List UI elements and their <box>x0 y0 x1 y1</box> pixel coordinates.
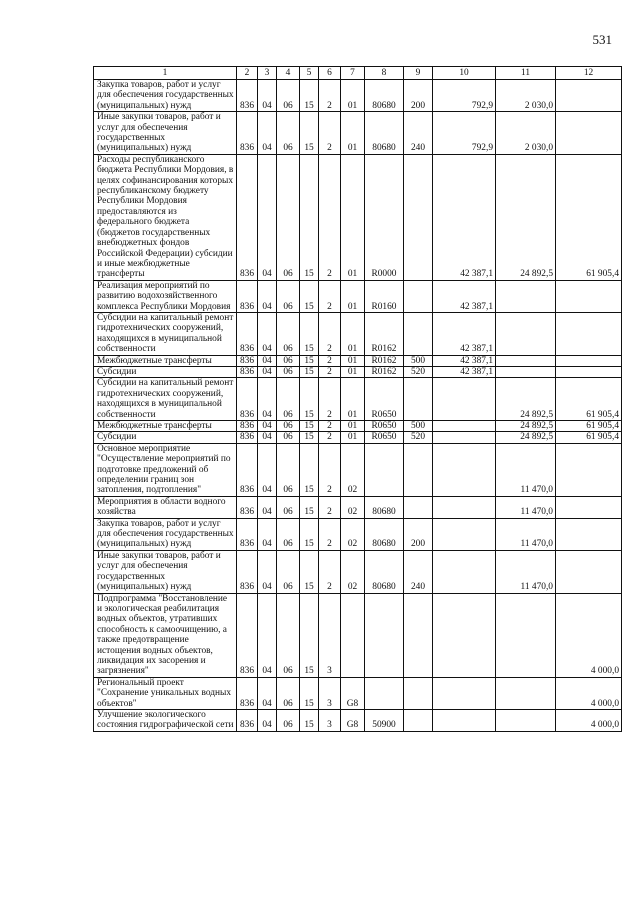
row-value-cell: 836 <box>237 496 258 518</box>
row-value-cell <box>496 280 556 312</box>
table-row <box>94 280 622 312</box>
row-value-cell: 3 <box>319 593 341 677</box>
row-value-cell <box>433 378 496 421</box>
row-value-cell: 02 <box>341 518 365 550</box>
row-value-cell: 2 <box>319 518 341 550</box>
row-value-cell: 15 <box>300 80 319 112</box>
row-value-cell: 06 <box>277 432 300 443</box>
row-value-cell: 15 <box>300 421 319 432</box>
row-value-cell: 42 387,1 <box>433 312 496 355</box>
table-row <box>94 593 622 677</box>
row-value-cell: 06 <box>277 677 300 709</box>
row-value-cell <box>496 355 556 366</box>
row-value-cell: 01 <box>341 421 365 432</box>
row-value-cell <box>404 312 433 355</box>
row-value-cell <box>365 443 404 496</box>
row-value-cell: 04 <box>258 112 277 155</box>
row-value-cell: 520 <box>404 432 433 443</box>
row-value-cell: 836 <box>237 378 258 421</box>
row-value-cell: 520 <box>404 366 433 377</box>
row-value-cell: 06 <box>277 366 300 377</box>
row-value-cell: 01 <box>341 154 365 280</box>
row-value-cell: 02 <box>341 550 365 593</box>
row-value-cell: 04 <box>258 312 277 355</box>
row-value-cell <box>556 80 622 112</box>
row-value-cell: 15 <box>300 677 319 709</box>
row-value-cell <box>496 677 556 709</box>
row-value-cell: 04 <box>258 709 277 731</box>
table-row <box>94 378 622 421</box>
row-value-cell <box>341 593 365 677</box>
row-value-cell: 24 892,5 <box>496 432 556 443</box>
row-value-cell: 3 <box>319 677 341 709</box>
row-value-cell: 15 <box>300 496 319 518</box>
row-value-cell: 2 <box>319 355 341 366</box>
row-value-cell: 01 <box>341 432 365 443</box>
row-value-cell: 15 <box>300 709 319 731</box>
row-value-cell: 2 <box>319 154 341 280</box>
row-value-cell: 15 <box>300 312 319 355</box>
row-value-cell <box>556 312 622 355</box>
row-value-cell: 792,9 <box>433 112 496 155</box>
row-name-cell: Закупка товаров, работ и услуг для обеспечения государственных (муниципальных) нужд <box>94 518 237 550</box>
row-value-cell: 80680 <box>365 80 404 112</box>
row-value-cell <box>433 518 496 550</box>
row-value-cell <box>433 421 496 432</box>
row-name-cell: Субсидии <box>94 432 237 443</box>
col-header: 3 <box>258 67 277 80</box>
row-value-cell: 61 905,4 <box>556 154 622 280</box>
row-value-cell: 06 <box>277 593 300 677</box>
row-value-cell: 04 <box>258 677 277 709</box>
row-value-cell: 200 <box>404 80 433 112</box>
row-value-cell: R0650 <box>365 421 404 432</box>
row-value-cell <box>556 550 622 593</box>
row-name-cell: Субсидии на капитальный ремонт гидротехнических сооружений, находящихся в муниципальной собственности <box>94 312 237 355</box>
row-value-cell: 80680 <box>365 518 404 550</box>
row-value-cell: 15 <box>300 366 319 377</box>
table-row <box>94 355 622 366</box>
row-value-cell: 2 030,0 <box>496 112 556 155</box>
row-value-cell: R0160 <box>365 280 404 312</box>
row-value-cell: 836 <box>237 593 258 677</box>
row-value-cell: 61 905,4 <box>556 378 622 421</box>
row-value-cell: 06 <box>277 421 300 432</box>
row-value-cell <box>433 677 496 709</box>
table-row <box>94 496 622 518</box>
row-name-cell: Межбюджетные трансферты <box>94 421 237 432</box>
table-row <box>94 154 622 280</box>
row-value-cell: G8 <box>341 709 365 731</box>
row-value-cell: 42 387,1 <box>433 154 496 280</box>
row-value-cell <box>404 593 433 677</box>
col-header: 6 <box>319 67 341 80</box>
table-row <box>94 518 622 550</box>
row-value-cell <box>556 355 622 366</box>
row-name-cell: Расходы республиканского бюджета Республики Мордовия, в целях софинансирования которых республиканскому бюджету Республики Мордовия предоставляются из федерального бюджета (бюджетов государственных внебюджетных фондов Российской Федерации) субсидии и иные межбюджетные трансферты <box>94 154 237 280</box>
row-value-cell: 01 <box>341 280 365 312</box>
row-value-cell: 2 <box>319 421 341 432</box>
row-value-cell: R0162 <box>365 366 404 377</box>
row-value-cell <box>496 593 556 677</box>
row-value-cell: 02 <box>341 443 365 496</box>
header-row <box>94 67 622 80</box>
row-value-cell: 792,9 <box>433 80 496 112</box>
row-value-cell: 836 <box>237 280 258 312</box>
row-name-cell: Иные закупки товаров, работ и услуг для обеспечения государственных (муниципальных) нужд <box>94 112 237 155</box>
row-value-cell: 2 <box>319 80 341 112</box>
row-name-cell: Реализация мероприятий по развитию водохозяйственного комплекса Республики Мордовия <box>94 280 237 312</box>
row-value-cell: 836 <box>237 366 258 377</box>
row-value-cell <box>404 709 433 731</box>
row-value-cell: 04 <box>258 593 277 677</box>
table-row <box>94 421 622 432</box>
row-value-cell: 11 470,0 <box>496 443 556 496</box>
row-value-cell: 836 <box>237 432 258 443</box>
row-value-cell: 61 905,4 <box>556 432 622 443</box>
row-value-cell <box>404 496 433 518</box>
row-value-cell: 06 <box>277 280 300 312</box>
row-value-cell: 836 <box>237 709 258 731</box>
row-value-cell: 42 387,1 <box>433 366 496 377</box>
row-value-cell: 06 <box>277 443 300 496</box>
row-value-cell: 06 <box>277 154 300 280</box>
row-name-cell: Субсидии на капитальный ремонт гидротехнических сооружений, находящихся в муниципальной собственности <box>94 378 237 421</box>
table-row <box>94 366 622 377</box>
row-value-cell: 80680 <box>365 550 404 593</box>
row-value-cell: 04 <box>258 154 277 280</box>
row-value-cell: 2 <box>319 378 341 421</box>
row-value-cell: 2 <box>319 443 341 496</box>
row-value-cell: 80680 <box>365 112 404 155</box>
row-value-cell: 836 <box>237 421 258 432</box>
col-header: 8 <box>365 67 404 80</box>
col-header: 12 <box>556 67 622 80</box>
row-value-cell: 06 <box>277 378 300 421</box>
row-value-cell: 01 <box>341 366 365 377</box>
row-value-cell: 06 <box>277 496 300 518</box>
row-value-cell <box>556 280 622 312</box>
col-header: 4 <box>277 67 300 80</box>
row-value-cell: R0650 <box>365 432 404 443</box>
row-value-cell: 15 <box>300 112 319 155</box>
row-value-cell <box>404 154 433 280</box>
row-value-cell: 2 <box>319 496 341 518</box>
row-value-cell: G8 <box>341 677 365 709</box>
row-value-cell <box>433 432 496 443</box>
row-value-cell: 15 <box>300 550 319 593</box>
row-value-cell: 15 <box>300 280 319 312</box>
table-row <box>94 443 622 496</box>
row-value-cell: 836 <box>237 355 258 366</box>
row-value-cell: 240 <box>404 112 433 155</box>
row-value-cell: 15 <box>300 593 319 677</box>
row-value-cell <box>404 443 433 496</box>
row-value-cell: 2 <box>319 280 341 312</box>
row-value-cell: 01 <box>341 378 365 421</box>
row-value-cell: 500 <box>404 421 433 432</box>
row-value-cell: 2 <box>319 432 341 443</box>
row-value-cell: 01 <box>341 80 365 112</box>
row-value-cell: R0162 <box>365 355 404 366</box>
row-value-cell: 24 892,5 <box>496 421 556 432</box>
table-row <box>94 677 622 709</box>
row-value-cell: 2 <box>319 312 341 355</box>
row-name-cell: Иные закупки товаров, работ и услуг для обеспечения государственных (муниципальных) нужд <box>94 550 237 593</box>
table-row <box>94 112 622 155</box>
row-value-cell: R0162 <box>365 312 404 355</box>
row-value-cell: 2 <box>319 550 341 593</box>
row-value-cell <box>496 709 556 731</box>
col-header: 9 <box>404 67 433 80</box>
row-value-cell: R0000 <box>365 154 404 280</box>
row-value-cell: 04 <box>258 421 277 432</box>
row-value-cell: 04 <box>258 80 277 112</box>
row-value-cell: 06 <box>277 709 300 731</box>
table-row <box>94 80 622 112</box>
col-header: 10 <box>433 67 496 80</box>
row-value-cell: 24 892,5 <box>496 154 556 280</box>
row-value-cell: 836 <box>237 677 258 709</box>
row-name-cell: Межбюджетные трансферты <box>94 355 237 366</box>
row-value-cell: 24 892,5 <box>496 378 556 421</box>
row-value-cell: 2 <box>319 112 341 155</box>
row-value-cell: 2 <box>319 366 341 377</box>
row-value-cell: 01 <box>341 312 365 355</box>
row-value-cell: 11 470,0 <box>496 496 556 518</box>
row-value-cell: 04 <box>258 432 277 443</box>
row-value-cell <box>433 593 496 677</box>
row-value-cell: 836 <box>237 518 258 550</box>
table-body <box>94 80 622 732</box>
row-value-cell <box>365 593 404 677</box>
row-value-cell: 04 <box>258 496 277 518</box>
row-name-cell: Основное мероприятие "Осуществление мероприятий по подготовке предложений об определении границ зон затопления, подтопления" <box>94 443 237 496</box>
row-value-cell: 836 <box>237 550 258 593</box>
row-name-cell: Региональный проект "Сохранение уникальных водных объектов" <box>94 677 237 709</box>
row-value-cell: 200 <box>404 518 433 550</box>
row-value-cell <box>556 443 622 496</box>
row-value-cell: 06 <box>277 112 300 155</box>
row-value-cell: 04 <box>258 550 277 593</box>
row-value-cell: 61 905,4 <box>556 421 622 432</box>
table-row <box>94 550 622 593</box>
row-value-cell <box>404 280 433 312</box>
row-value-cell: 06 <box>277 355 300 366</box>
row-value-cell: 4 000,0 <box>556 677 622 709</box>
row-value-cell: 06 <box>277 550 300 593</box>
row-value-cell: 04 <box>258 280 277 312</box>
row-value-cell: 4 000,0 <box>556 709 622 731</box>
row-name-cell: Закупка товаров, работ и услуг для обеспечения государственных (муниципальных) нужд <box>94 80 237 112</box>
table-row <box>94 432 622 443</box>
row-value-cell <box>556 496 622 518</box>
table-row <box>94 709 622 731</box>
row-value-cell: 15 <box>300 443 319 496</box>
row-value-cell: 06 <box>277 312 300 355</box>
row-value-cell: 50900 <box>365 709 404 731</box>
row-name-cell: Субсидии <box>94 366 237 377</box>
row-value-cell: 01 <box>341 355 365 366</box>
row-value-cell: 15 <box>300 355 319 366</box>
row-value-cell <box>556 112 622 155</box>
row-name-cell: Мероприятия в области водного хозяйства <box>94 496 237 518</box>
row-value-cell <box>404 677 433 709</box>
col-header: 2 <box>237 67 258 80</box>
row-value-cell: 836 <box>237 312 258 355</box>
col-header: 1 <box>94 67 237 80</box>
row-value-cell: 04 <box>258 378 277 421</box>
row-value-cell <box>433 709 496 731</box>
row-value-cell: 15 <box>300 154 319 280</box>
row-value-cell: 836 <box>237 154 258 280</box>
row-value-cell: 836 <box>237 112 258 155</box>
row-value-cell <box>404 378 433 421</box>
row-value-cell: 2 030,0 <box>496 80 556 112</box>
page-number: 531 <box>592 32 612 47</box>
row-value-cell: 15 <box>300 432 319 443</box>
row-value-cell <box>556 518 622 550</box>
col-header: 5 <box>300 67 319 80</box>
row-name-cell: Улучшение экологического состояния гидрографической сети <box>94 709 237 731</box>
row-value-cell: 04 <box>258 355 277 366</box>
row-value-cell: 42 387,1 <box>433 355 496 366</box>
col-header: 11 <box>496 67 556 80</box>
budget-table <box>93 66 622 732</box>
row-value-cell: 3 <box>319 709 341 731</box>
row-value-cell <box>556 366 622 377</box>
row-value-cell <box>365 677 404 709</box>
row-value-cell: 11 470,0 <box>496 518 556 550</box>
row-value-cell <box>433 443 496 496</box>
row-value-cell: 15 <box>300 378 319 421</box>
row-value-cell: 06 <box>277 80 300 112</box>
row-value-cell <box>433 550 496 593</box>
row-value-cell: 02 <box>341 496 365 518</box>
row-value-cell: 06 <box>277 518 300 550</box>
row-value-cell: 836 <box>237 443 258 496</box>
col-header: 7 <box>341 67 365 80</box>
row-value-cell: 04 <box>258 443 277 496</box>
row-value-cell: 04 <box>258 366 277 377</box>
row-value-cell <box>496 312 556 355</box>
row-value-cell: 42 387,1 <box>433 280 496 312</box>
row-value-cell: 80680 <box>365 496 404 518</box>
row-value-cell: 04 <box>258 518 277 550</box>
row-name-cell: Подпрограмма "Восстановление и экологическая реабилитация водных объектов, утративших способность к самоочищению, а также предотвращение истощения водных объектов, ликвидация их засорения и загрязнения" <box>94 593 237 677</box>
row-value-cell: 240 <box>404 550 433 593</box>
row-value-cell <box>433 496 496 518</box>
row-value-cell <box>496 366 556 377</box>
row-value-cell: 01 <box>341 112 365 155</box>
row-value-cell: 15 <box>300 518 319 550</box>
row-value-cell: R0650 <box>365 378 404 421</box>
row-value-cell: 4 000,0 <box>556 593 622 677</box>
table-row <box>94 312 622 355</box>
row-value-cell: 836 <box>237 80 258 112</box>
row-value-cell: 11 470,0 <box>496 550 556 593</box>
row-value-cell: 500 <box>404 355 433 366</box>
